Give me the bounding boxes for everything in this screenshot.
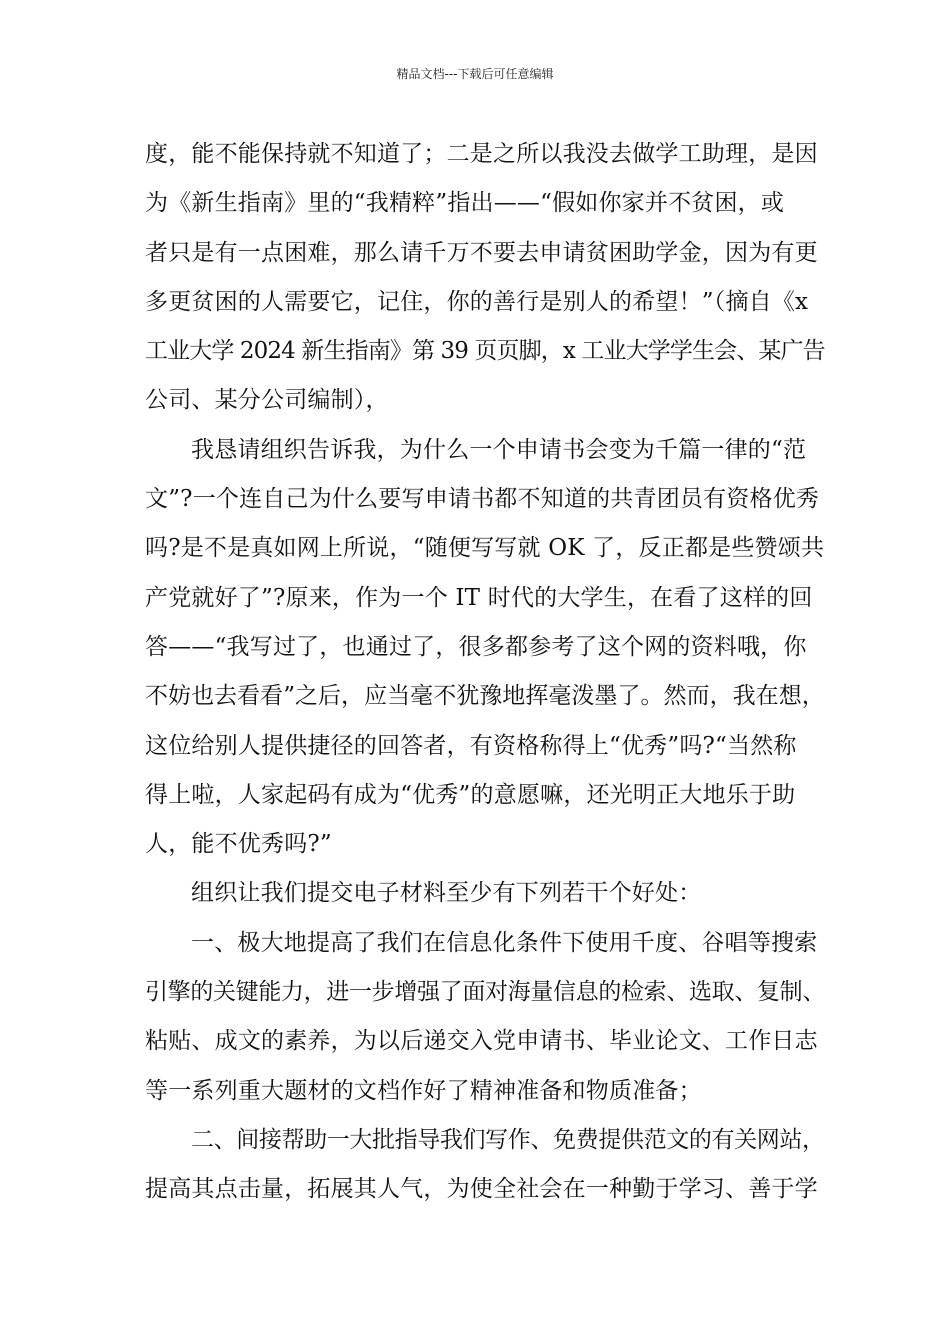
- text-line: 者只是有一点困难，那么请千万不要去申请贫困助学金，因为有更: [145, 239, 818, 266]
- text-line: 等一系列重大题材的文档作好了精神准备和物质准备；: [145, 1077, 702, 1104]
- text-line: 我恳请组织告诉我，为什么一个申请书会变为千篇一律的“范: [191, 436, 807, 463]
- text-line: 一、极大地提高了我们在信息化条件下使用千度、谷唱等搜索: [191, 929, 818, 956]
- page-header: 精品文档---下载后可任意编辑: [396, 67, 554, 81]
- text-line: 粘贴、成文的素养，为以后递交入党申请书、毕业论文、工作日志: [145, 1028, 818, 1055]
- text-line: 得上啦，人家起码有成为“优秀”的意愿嘛，还光明正大地乐于助: [145, 781, 796, 808]
- text-line: 工业大学 2024 新生指南》第 39 页页脚，x 工业大学学生会、某广告: [145, 338, 825, 365]
- text-line: 产党就好了”?原来，作为一个 IT 时代的大学生，在看了这样的回: [145, 584, 813, 611]
- text-line: 文”?一个连自己为什么要写申请书都不知道的共青团员有资格优秀: [145, 486, 820, 513]
- text-line: 多更贫困的人需要它，记住，你的善行是别人的希望！”（摘自《x: [145, 288, 809, 315]
- text-line: 人，能不优秀吗?”: [145, 831, 332, 858]
- text-line: 不妨也去看看”之后，应当毫不犹豫地挥毫泼墨了。然而，我在想，: [145, 683, 825, 710]
- text-line: 答——“我写过了，也通过了，很多都参考了这个网的资料哦，你: [145, 633, 807, 660]
- text-line: 为《新生指南》里的“我精粹”指出——“假如你家并不贫困，或: [145, 190, 785, 217]
- text-line: 引擎的关键能力，进一步增强了面对海量信息的检索、选取、复制、: [145, 979, 826, 1006]
- text-line: 组织让我们提交电子材料至少有下列若干个好处：: [191, 880, 702, 907]
- text-line: 提高其点击量，拓展其人气，为使全社会在一种勤于学习、善于学: [145, 1176, 818, 1203]
- text-line: 吗?是不是真如网上所说，“随便写写就 OK 了，反正都是些赞颂共: [145, 535, 825, 562]
- document-body: [145, 130, 825, 1215]
- text-line: 二、间接帮助一大批指导我们写作、免费提供范文的有关网站，: [191, 1126, 825, 1153]
- text-line: 公司、某分公司编制），: [145, 387, 389, 414]
- text-line: 这位给别人提供捷径的回答者，有资格称得上“优秀”吗?“当然称: [145, 732, 797, 759]
- text-line: 度，能不能保持就不知道了；二是之所以我没去做学工助理，是因: [145, 141, 818, 167]
